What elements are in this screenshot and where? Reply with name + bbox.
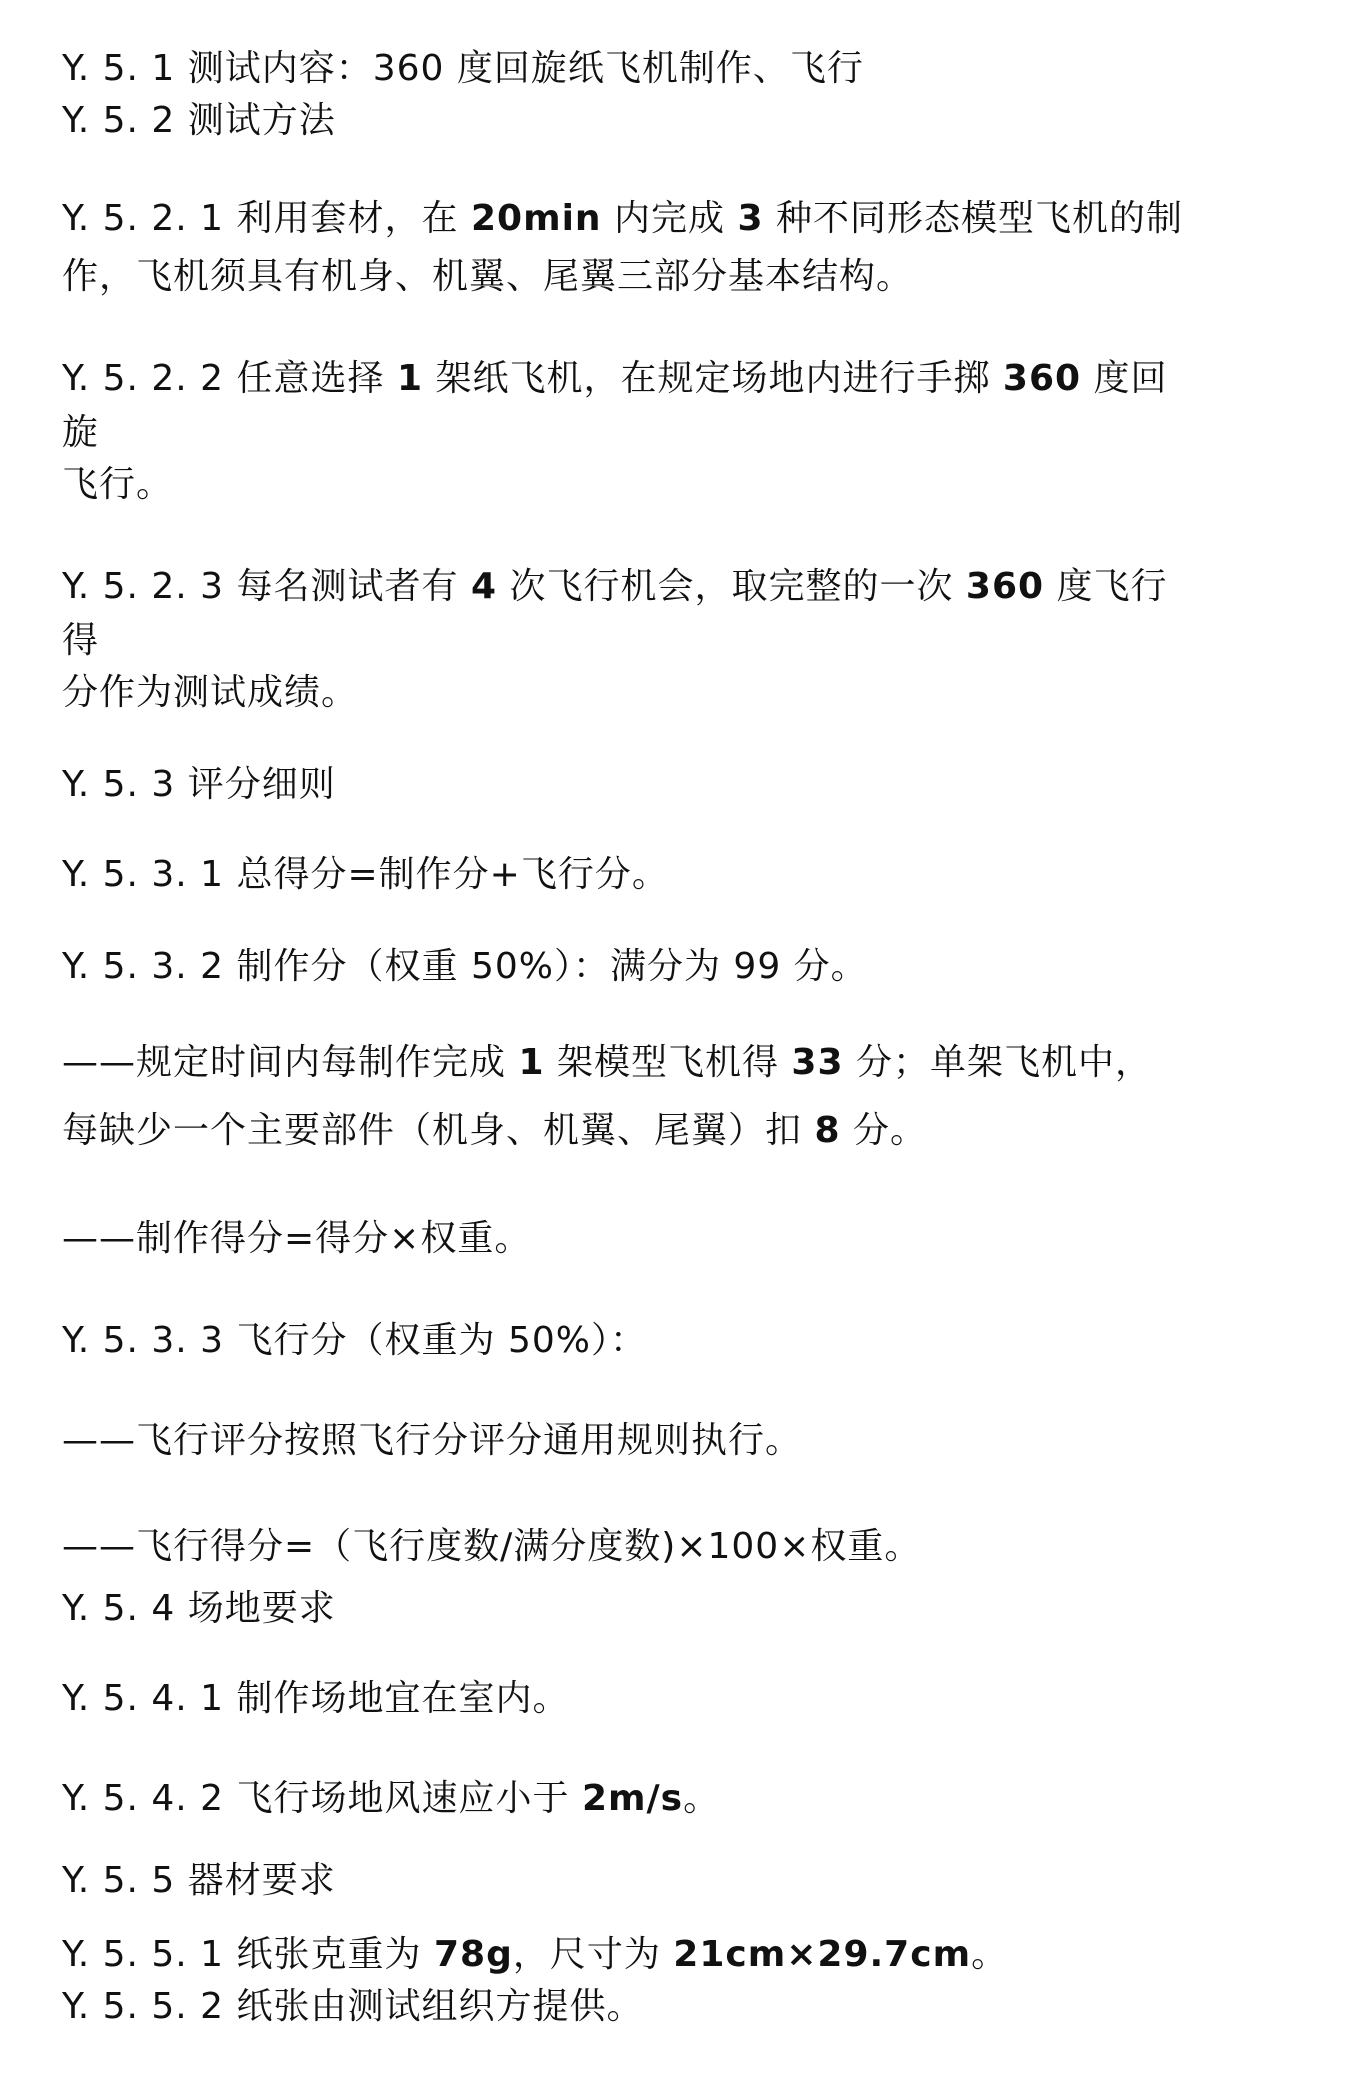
clause-5-4-2 — [62, 1776, 720, 1822]
text-span: 架纸飞机，在规定场地内进行手掷 — [423, 358, 1003, 399]
clause-5-2-3-line2: 得 — [62, 620, 100, 661]
emphasis-span: 33 — [791, 1042, 844, 1083]
clause-5-3-2: Y. 5. 3. 2 制作分（权重 50%）：满分为 99 分。 — [62, 946, 868, 987]
emphasis-span: 21cm×29.7cm — [673, 1934, 972, 1975]
clause-5-2-2-line2: 旋 — [62, 412, 100, 453]
clause-5-2-3-line3: 分作为测试成绩。 — [62, 672, 359, 713]
text-span: Y. 5. 2. 1 利用套材，在 — [62, 198, 471, 239]
text-span: Y. 5. 2. 3 每名测试者有 — [62, 566, 471, 607]
emphasis-span: 8 — [814, 1110, 841, 1151]
clause-5-5-2: Y. 5. 5. 2 纸张由测试组织方提供。 — [62, 1986, 644, 2027]
emphasis-span: 1 — [396, 358, 424, 399]
emphasis-span: 360 — [965, 566, 1045, 607]
emphasis-span: 360 — [1002, 358, 1082, 399]
text-span: ——规定时间内每制作完成 — [62, 1042, 519, 1083]
text-span: 分；单架飞机中， — [843, 1042, 1152, 1083]
emphasis-span: 4 — [470, 566, 498, 607]
clause-5-5-1 — [62, 1932, 1008, 1978]
clause-5-2-2-line3: 飞行。 — [62, 464, 174, 505]
clause-5-3-2-rule1-line2 — [62, 1108, 927, 1154]
text-span: 内完成 — [601, 198, 738, 239]
clause-5-4-1: Y. 5. 4. 1 制作场地宜在室内。 — [62, 1678, 570, 1719]
emphasis-span: 78g — [433, 1934, 513, 1975]
text-span: ，尺寸为 — [512, 1934, 674, 1975]
clause-5-2-2-line1 — [62, 356, 1168, 402]
text-span: Y. 5. 5. 1 纸张克重为 — [62, 1934, 434, 1975]
clause-5-3-3-rule2: ——飞行得分=（飞行度数/满分度数)×100×权重。 — [62, 1526, 922, 1567]
text-span: Y. 5. 4. 2 飞行场地风速应小于 — [62, 1778, 582, 1819]
clause-5-2-1-line1 — [62, 196, 1183, 242]
text-span: 次飞行机会，取完整的一次 — [497, 566, 966, 607]
text-span: Y. 5. 2. 2 任意选择 — [62, 358, 397, 399]
clause-5-3-2-rule1-line1 — [62, 1040, 1152, 1086]
text-span: 架模型飞机得 — [544, 1042, 792, 1083]
text-span: 每缺少一个主要部件（机身、机翼、尾翼）扣 — [62, 1110, 815, 1151]
clause-5-3-2-rule2: ——制作得分=得分×权重。 — [62, 1218, 532, 1259]
text-span: 种不同形态模型飞机的制 — [763, 198, 1183, 239]
clause-5-2-heading: Y. 5. 2 测试方法 — [62, 100, 336, 141]
text-span: 分。 — [840, 1110, 927, 1151]
clause-5-2-3-line1 — [62, 564, 1168, 610]
clause-5-3-3-rule1: ——飞行评分按照飞行分评分通用规则执行。 — [62, 1420, 803, 1461]
clause-5-3-3: Y. 5. 3. 3 飞行分（权重为 50%）： — [62, 1320, 647, 1361]
emphasis-span: 20min — [470, 198, 602, 239]
clause-5-1: Y. 5. 1 测试内容：360 度回旋纸飞机制作、飞行 — [62, 48, 864, 89]
emphasis-span: 1 — [518, 1042, 545, 1083]
text-span: 。 — [683, 1778, 721, 1819]
text-span: 度回 — [1081, 358, 1168, 399]
clause-5-3-1: Y. 5. 3. 1 总得分=制作分+飞行分。 — [62, 854, 669, 895]
text-span: 。 — [971, 1934, 1009, 1975]
clause-5-5-heading: Y. 5. 5 器材要求 — [62, 1860, 336, 1901]
clause-5-3-heading: Y. 5. 3 评分细则 — [62, 764, 336, 805]
clause-5-4-heading: Y. 5. 4 场地要求 — [62, 1588, 336, 1629]
text-span: 度飞行 — [1044, 566, 1168, 607]
emphasis-span: 2m/s — [581, 1778, 684, 1819]
clause-5-2-1-line2: 作，飞机须具有机身、机翼、尾翼三部分基本结构。 — [62, 256, 914, 297]
emphasis-span: 3 — [737, 198, 764, 239]
